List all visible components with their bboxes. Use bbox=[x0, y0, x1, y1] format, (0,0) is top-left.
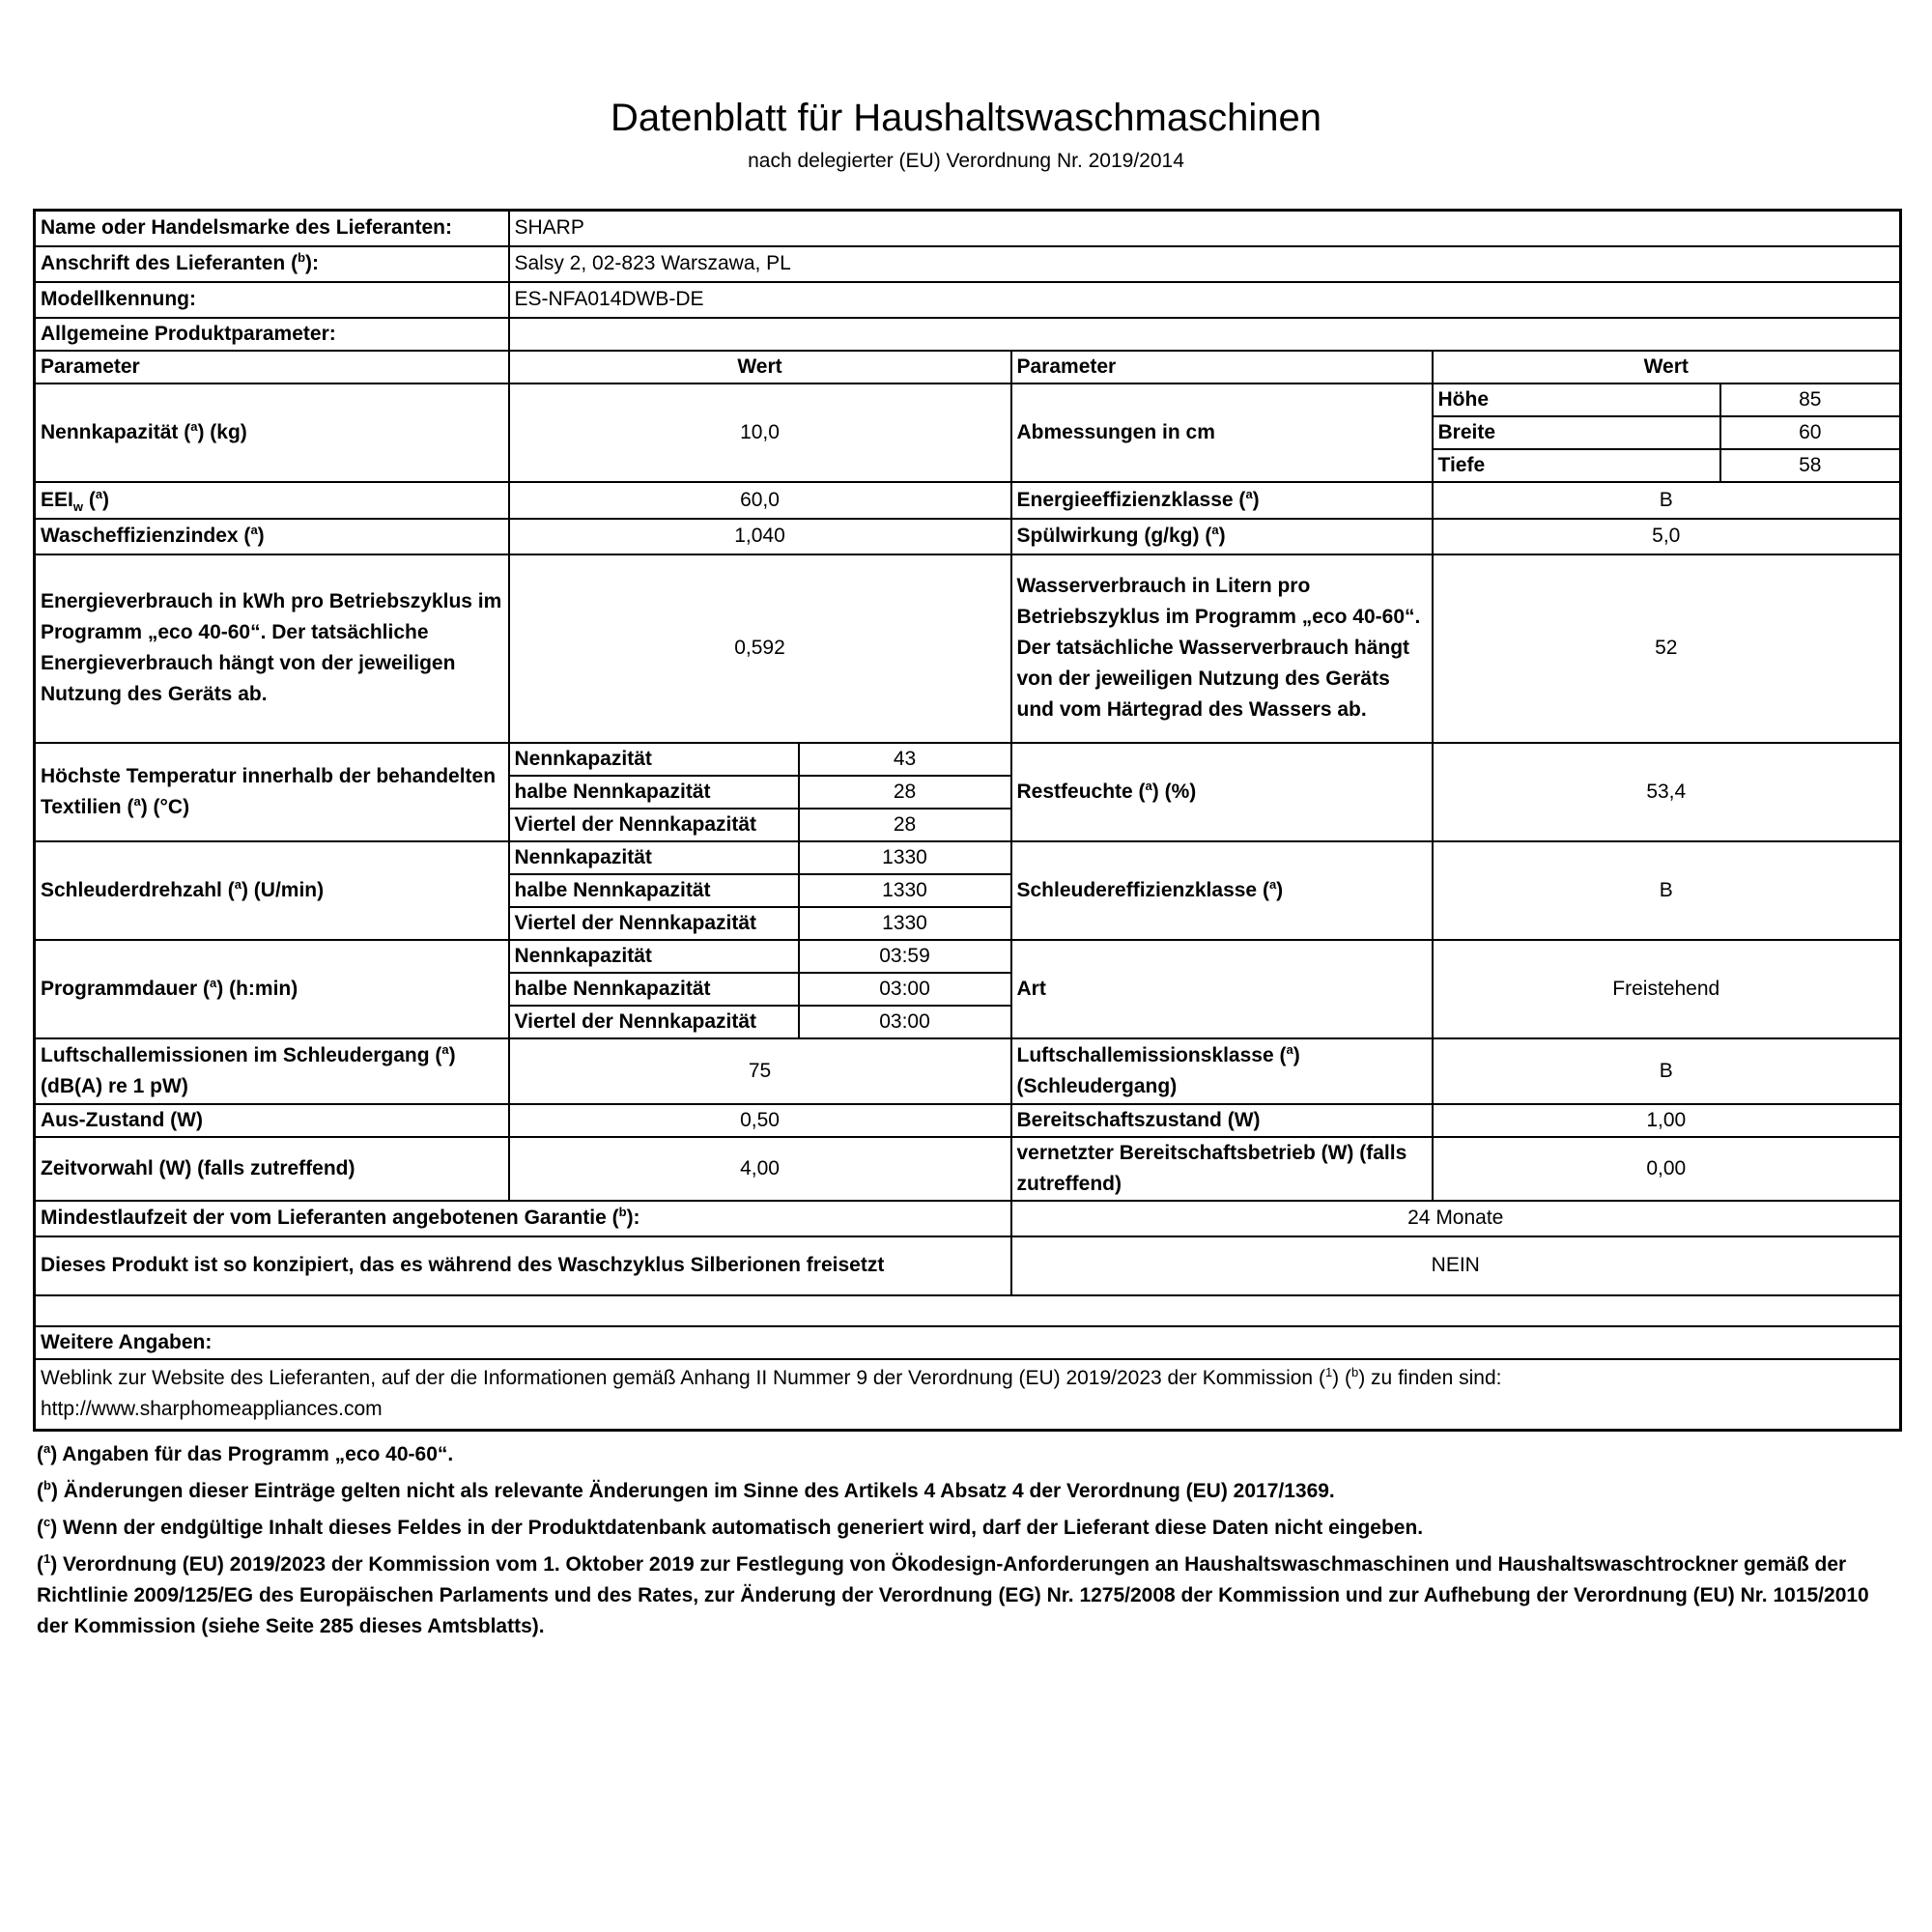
supplier-name-label: Name oder Handelsmarke des Lieferanten: bbox=[35, 211, 509, 246]
max-temp-load-quarter: Viertel der Nennkapazität bbox=[509, 809, 799, 841]
model-row bbox=[35, 282, 1901, 318]
energy-consumption-value: 0,592 bbox=[509, 554, 1011, 743]
max-temp-value-half: 28 bbox=[799, 776, 1011, 809]
spin-speed-row bbox=[35, 841, 1901, 874]
spin-speed-load-half: halbe Nennkapazität bbox=[509, 874, 799, 907]
footnote-c: ($^c$) Wenn der endgültige Inhalt dieses Feldes in der Produktdatenbank automatisch generiert wird, darf der Lieferant diese Daten nicht eingeben. bbox=[37, 1515, 1424, 1539]
eei-row bbox=[35, 482, 1901, 519]
spin-class-value: B bbox=[1433, 841, 1901, 940]
program-duration-load-quarter: Viertel der Nennkapazität bbox=[509, 1006, 799, 1038]
networked-standby-label: vernetzter Bereitschaftsbetrieb (W) (falls zutreffend) bbox=[1011, 1137, 1433, 1201]
spin-speed-value-full: 1330 bbox=[799, 841, 1011, 874]
delay-start-label: Zeitvorwahl (W) (falls zutreffend) bbox=[35, 1137, 509, 1201]
spacer-row bbox=[35, 1295, 1901, 1326]
residual-moisture-value: 53,4 bbox=[1433, 743, 1901, 841]
program-duration-label: Programmdauer ($^a$) (h:min) bbox=[35, 940, 509, 1038]
supplier-address-label: Anschrift des Lieferanten ($^b$): bbox=[35, 246, 509, 282]
weblink-row bbox=[35, 1359, 1901, 1431]
energy-consumption-label: Energieverbrauch in kWh pro Betriebszyklus im Programm „eco 40-60“. Der tatsächliche Energieverbrauch hängt von der jeweiligen Nutzung des Geräts ab. bbox=[35, 554, 509, 743]
spin-speed-value-half: 1330 bbox=[799, 874, 1011, 907]
datasheet-table bbox=[33, 209, 1902, 1432]
off-mode-value: 0,50 bbox=[509, 1104, 1011, 1137]
wash-index-label: Wascheffizienzindex ($^a$) bbox=[35, 519, 509, 554]
footnotes bbox=[37, 1439, 1896, 1648]
spin-speed-load-full: Nennkapazität bbox=[509, 841, 799, 874]
noise-class-label: Luftschallemissionsklasse ($^a$) (Schleudergang) bbox=[1011, 1038, 1433, 1104]
footnote-1: ($^1$) Verordnung (EU) 2019/2023 der Kommission vom 1. Oktober 2019 zur Festlegung von Ökodesign-Anforderungen an Haushaltswaschmaschinen und Haushaltswaschtrockner gemäß der Richtlinie 2009/125/EG des Europäischen Parlaments und des Rates, zur Änderung der Verordnung (EG) Nr. 1275/2008 der Kommission und zur Aufhebung der Verordnung (EU) Nr. 1015/2010 der Kommission (siehe Seite 285 dieses Amtsblatts). bbox=[37, 1551, 1869, 1637]
value-header-right: Wert bbox=[1433, 351, 1901, 384]
column-header-row bbox=[35, 351, 1901, 384]
dimensions-label: Abmessungen in cm bbox=[1011, 384, 1433, 482]
warranty-row bbox=[35, 1201, 1901, 1236]
off-mode-row bbox=[35, 1104, 1901, 1137]
type-label: Art bbox=[1011, 940, 1433, 1038]
delay-start-value: 4,00 bbox=[509, 1137, 1011, 1201]
model-label: Modellkennung: bbox=[35, 282, 509, 318]
capacity-row bbox=[35, 384, 1901, 416]
value-header-left: Wert bbox=[509, 351, 1011, 384]
spin-speed-value-quarter: 1330 bbox=[799, 907, 1011, 940]
page-title: Datenblatt für Haushaltswaschmaschinen bbox=[611, 97, 1321, 139]
delay-start-row bbox=[35, 1137, 1901, 1201]
warranty-value: 24 Monate bbox=[1011, 1201, 1901, 1236]
spin-speed-label: Schleuderdrehzahl ($^a$) (U/min) bbox=[35, 841, 509, 940]
dimension-height-label: Höhe bbox=[1433, 384, 1720, 416]
networked-standby-value: 0,00 bbox=[1433, 1137, 1901, 1201]
footnote-a: ($^a$) Angaben für das Programm „eco 40-60“. bbox=[37, 1441, 454, 1465]
rinse-label: Spülwirkung (g/kg) ($^a$) bbox=[1011, 519, 1433, 554]
silver-ions-value: NEIN bbox=[1011, 1236, 1901, 1295]
dimension-width-label: Breite bbox=[1433, 416, 1720, 449]
general-label: Allgemeine Produktparameter: bbox=[35, 318, 509, 351]
dimension-width-value: 60 bbox=[1720, 416, 1901, 449]
max-temp-load-full: Nennkapazität bbox=[509, 743, 799, 776]
general-row bbox=[35, 318, 1901, 351]
silver-ions-row bbox=[35, 1236, 1901, 1295]
program-duration-load-half: halbe Nennkapazität bbox=[509, 973, 799, 1006]
silver-ions-label: Dieses Produkt ist so konzipiert, das es während des Waschzyklus Silberionen freisetzt bbox=[35, 1236, 1011, 1295]
residual-moisture-label: Restfeuchte ($^a$) (%) bbox=[1011, 743, 1433, 841]
page-subtitle: nach delegierter (EU) Verordnung Nr. 2019/2014 bbox=[748, 150, 1184, 172]
consumption-row bbox=[35, 554, 1901, 743]
param-header-left: Parameter bbox=[35, 351, 509, 384]
wash-index-row bbox=[35, 519, 1901, 554]
spin-class-label: Schleudereffizienzklasse ($^a$) bbox=[1011, 841, 1433, 940]
max-temp-row bbox=[35, 743, 1901, 776]
program-duration-value-quarter: 03:00 bbox=[799, 1006, 1011, 1038]
further-info-label: Weitere Angaben: bbox=[35, 1326, 1901, 1359]
noise-label: Luftschallemissionen im Schleudergang ($^a$) (dB(A) re 1 pW) bbox=[35, 1038, 509, 1104]
supplier-name-value: SHARP bbox=[509, 211, 1901, 246]
water-consumption-label: Wasserverbrauch in Litern pro Betriebszyklus im Programm „eco 40-60“. Der tatsächliche Wasserverbrauch hängt von der jeweiligen Nutzung des Geräts und vom Härtegrad des Wassers ab. bbox=[1011, 554, 1433, 743]
rinse-value: 5,0 bbox=[1433, 519, 1901, 554]
type-value: Freistehend bbox=[1433, 940, 1901, 1038]
supplier-name-row bbox=[35, 211, 1901, 246]
energy-class-value: B bbox=[1433, 482, 1901, 519]
noise-class-value: B bbox=[1433, 1038, 1901, 1104]
noise-value: 75 bbox=[509, 1038, 1011, 1104]
max-temp-value-quarter: 28 bbox=[799, 809, 1011, 841]
water-consumption-value: 52 bbox=[1433, 554, 1901, 743]
footnote-b: ($^b$) Änderungen dieser Einträge gelten nicht als relevante Änderungen im Sinne des Artikels 4 Absatz 4 der Verordnung (EU) 2017/1369. bbox=[37, 1478, 1335, 1502]
warranty-label: Mindestlaufzeit der vom Lieferanten angebotenen Garantie ($^b$): bbox=[35, 1201, 1011, 1236]
program-duration-row bbox=[35, 940, 1901, 973]
spin-speed-load-quarter: Viertel der Nennkapazität bbox=[509, 907, 799, 940]
supplier-website-link[interactable]: http://www.sharphomeappliances.com bbox=[41, 1398, 383, 1421]
max-temp-load-half: halbe Nennkapazität bbox=[509, 776, 799, 809]
dimension-height-value: 85 bbox=[1720, 384, 1901, 416]
wash-index-value: 1,040 bbox=[509, 519, 1011, 554]
eei-label: $EEI_w$ ($^a$) bbox=[35, 482, 509, 519]
standby-value: 1,00 bbox=[1433, 1104, 1901, 1137]
param-header-right: Parameter bbox=[1011, 351, 1433, 384]
program-duration-load-full: Nennkapazität bbox=[509, 940, 799, 973]
model-value: ES-NFA014DWB-DE bbox=[509, 282, 1901, 318]
weblink-cell: Weblink zur Website des Lieferanten, auf der die Informationen gemäß Anhang II Nummer 9 der Verordnung (EU) 2019/2023 der Kommission ($^1$) ($^b$) zu finden sind: http://www.sharphomeappliances.com bbox=[35, 1359, 1901, 1431]
capacity-label: Nennkapazität ($^a$) (kg) bbox=[35, 384, 509, 482]
program-duration-value-half: 03:00 bbox=[799, 973, 1011, 1006]
max-temp-label: Höchste Temperatur innerhalb der behandelten Textilien ($^a$) (°C) bbox=[35, 743, 509, 841]
off-mode-label: Aus-Zustand (W) bbox=[35, 1104, 509, 1137]
standby-label: Bereitschaftszustand (W) bbox=[1011, 1104, 1433, 1137]
eei-value: 60,0 bbox=[509, 482, 1011, 519]
supplier-address-row bbox=[35, 246, 1901, 282]
max-temp-value-full: 43 bbox=[799, 743, 1011, 776]
noise-row bbox=[35, 1038, 1901, 1104]
dimension-depth-value: 58 bbox=[1720, 449, 1901, 482]
energy-class-label: Energieeffizienzklasse ($^a$) bbox=[1011, 482, 1433, 519]
capacity-value: 10,0 bbox=[509, 384, 1011, 482]
dimension-depth-label: Tiefe bbox=[1433, 449, 1720, 482]
supplier-address-value: Salsy 2, 02-823 Warszawa, PL bbox=[509, 246, 1901, 282]
further-info-row bbox=[35, 1326, 1901, 1359]
program-duration-value-full: 03:59 bbox=[799, 940, 1011, 973]
